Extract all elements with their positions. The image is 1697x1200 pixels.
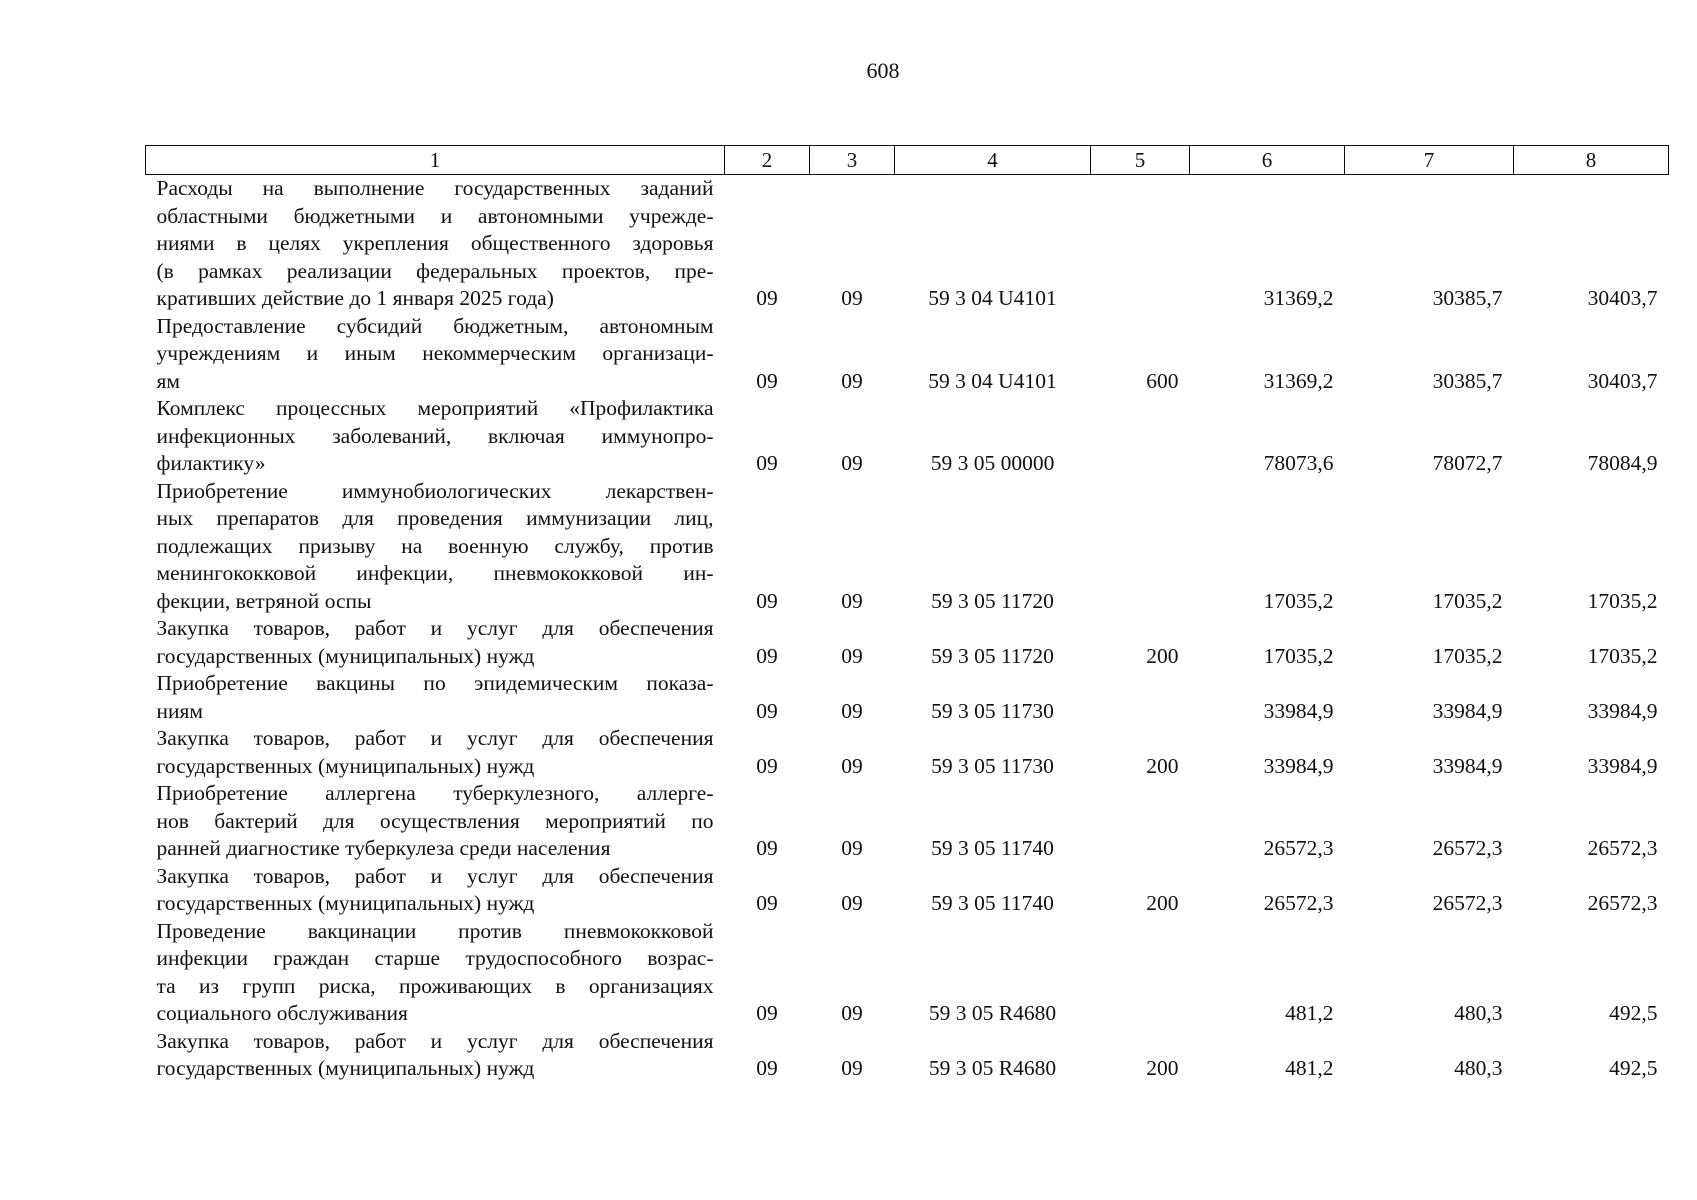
description-line: (в рамках реализации федеральных проектов, пре- xyxy=(156,258,714,283)
description-line: областными бюджетными и автономными учрежде- xyxy=(156,203,714,228)
amount-col-7: 17035,2 xyxy=(1432,588,1503,613)
description-line: учреждениям и иным некоммерческим организаци- xyxy=(156,341,714,365)
expense-type-code: 200 xyxy=(1146,753,1179,778)
subsection-code: 09 xyxy=(841,643,863,668)
target-article-code: 59 3 05 R4680 xyxy=(928,1056,1057,1080)
table-body xyxy=(146,175,1669,1083)
description-line: ранней диагностике туберкулеза среди населения xyxy=(156,836,611,860)
amount-col-6: 33984,9 xyxy=(1263,753,1334,778)
subsection-code: 09 xyxy=(841,891,863,915)
row-description xyxy=(146,175,725,313)
amount-col-8: 78084,9 xyxy=(1587,451,1658,475)
description-line: Приобретение иммунобиологических лекарствен- xyxy=(156,478,714,503)
table-row xyxy=(146,725,1669,780)
section-code: 09 xyxy=(756,451,778,475)
row-description xyxy=(146,1028,725,1083)
description-line: Закупка товаров, работ и услуг для обеспечения xyxy=(156,616,714,640)
amount-col-6: 26572,3 xyxy=(1263,836,1334,860)
subsection-code: 09 xyxy=(841,1056,863,1080)
description-line: Закупка товаров, работ и услуг для обеспечения xyxy=(156,863,714,888)
header-col-3: 3 xyxy=(810,146,895,175)
description-line: инфекции граждан старше трудоспособного возрас- xyxy=(156,946,714,970)
table-row xyxy=(146,615,1669,670)
budget-table xyxy=(145,145,1669,1083)
section-code: 09 xyxy=(756,643,778,668)
description-line: Приобретение аллергена туберкулезного, аллерге- xyxy=(156,781,714,805)
section-code: 09 xyxy=(756,368,778,393)
expense-type-code: 200 xyxy=(1146,891,1179,915)
description-line: государственных (муниципальных) нужд xyxy=(156,891,535,915)
subsection-code: 09 xyxy=(841,753,863,778)
header-col-4: 4 xyxy=(895,146,1091,175)
description-line: ниями в целях укрепления общественного здоровья xyxy=(156,231,714,255)
description-line: подлежащих призыву на военную службу, против xyxy=(156,533,714,558)
amount-col-7: 33984,9 xyxy=(1432,753,1503,778)
amount-col-8: 26572,3 xyxy=(1587,836,1658,860)
description-line: ям xyxy=(156,368,180,393)
amount-col-6: 31369,2 xyxy=(1263,368,1334,393)
description-line: государственных (муниципальных) нужд xyxy=(156,643,535,668)
expense-type-code: 200 xyxy=(1146,1056,1179,1080)
table-row xyxy=(146,395,1669,478)
subsection-code: 09 xyxy=(841,286,863,310)
table-row xyxy=(146,863,1669,918)
row-description xyxy=(146,615,725,670)
row-description xyxy=(146,313,725,396)
section-code: 09 xyxy=(756,753,778,778)
row-description xyxy=(146,725,725,780)
target-article-code: 59 3 05 11720 xyxy=(931,643,1054,668)
target-article-code: 59 3 05 11730 xyxy=(931,698,1054,723)
page-number: 608 xyxy=(866,58,900,83)
description-line: инфекционных заболеваний, включая иммунопро- xyxy=(156,423,714,448)
header-col-1: 1 xyxy=(146,146,725,175)
amount-col-7: 30385,7 xyxy=(1432,368,1503,393)
amount-col-8: 30403,7 xyxy=(1587,368,1658,393)
row-description xyxy=(146,780,725,863)
target-article-code: 59 3 05 R4680 xyxy=(928,1001,1057,1025)
description-line: ных препаратов для проведения иммунизации лиц, xyxy=(156,506,714,530)
amount-col-8: 26572,3 xyxy=(1587,891,1658,915)
table-row xyxy=(146,670,1669,725)
description-line: Приобретение вакцины по эпидемическим показа- xyxy=(156,671,714,695)
section-code: 09 xyxy=(756,286,778,310)
description-line: Предоставление субсидий бюджетным, автономным xyxy=(156,313,714,338)
target-article-code: 59 3 05 11720 xyxy=(931,588,1054,613)
row-description xyxy=(146,395,725,478)
description-line: Закупка товаров, работ и услуг для обеспечения xyxy=(156,1028,714,1053)
amount-col-6: 481,2 xyxy=(1285,1001,1334,1025)
amount-col-8: 492,5 xyxy=(1609,1056,1658,1080)
target-article-code: 59 3 04 U4101 xyxy=(928,368,1057,393)
description-line: филактику» xyxy=(156,451,266,475)
header-row xyxy=(146,146,1669,175)
amount-col-6: 33984,9 xyxy=(1263,698,1334,723)
section-code: 09 xyxy=(756,588,778,613)
section-code: 09 xyxy=(756,698,778,723)
row-description xyxy=(146,918,725,1028)
subsection-code: 09 xyxy=(841,588,863,613)
description-line: социального обслуживания xyxy=(156,1001,408,1025)
target-article-code: 59 3 05 11740 xyxy=(931,836,1054,860)
table-row xyxy=(146,780,1669,863)
table-row xyxy=(146,313,1669,396)
amount-col-7: 480,3 xyxy=(1454,1001,1503,1025)
amount-col-7: 17035,2 xyxy=(1432,643,1503,668)
description-line: Проведение вакцинации против пневмококковой xyxy=(156,918,714,943)
expense-type-code xyxy=(1091,780,1190,863)
expense-type-code xyxy=(1091,175,1190,313)
target-article-code: 59 3 04 U4101 xyxy=(928,286,1057,310)
description-line: фекции, ветряной оспы xyxy=(156,588,372,613)
description-line: та из групп риска, проживающих в организациях xyxy=(156,973,714,998)
target-article-code: 59 3 05 11740 xyxy=(931,891,1054,915)
subsection-code: 09 xyxy=(841,1001,863,1025)
description-line: государственных (муниципальных) нужд xyxy=(156,1056,535,1080)
subsection-code: 09 xyxy=(841,451,863,475)
amount-col-8: 492,5 xyxy=(1609,1001,1658,1025)
table-row xyxy=(146,1028,1669,1083)
amount-col-6: 17035,2 xyxy=(1263,588,1334,613)
row-description xyxy=(146,670,725,725)
amount-col-8: 33984,9 xyxy=(1587,753,1658,778)
description-line: Комплекс процессных мероприятий «Профилактика xyxy=(156,396,714,420)
amount-col-6: 31369,2 xyxy=(1263,286,1334,310)
header-col-5: 5 xyxy=(1091,146,1190,175)
header-col-8: 8 xyxy=(1514,146,1669,175)
amount-col-6: 78073,6 xyxy=(1263,451,1334,475)
expense-type-code: 200 xyxy=(1146,643,1179,668)
amount-col-8: 17035,2 xyxy=(1587,588,1658,613)
description-line: кративших действие до 1 января 2025 года) xyxy=(156,286,554,310)
section-code: 09 xyxy=(756,1056,778,1080)
amount-col-8: 33984,9 xyxy=(1587,698,1658,723)
subsection-code: 09 xyxy=(841,836,863,860)
amount-col-8: 30403,7 xyxy=(1587,286,1658,310)
amount-col-6: 17035,2 xyxy=(1263,643,1334,668)
description-line: Закупка товаров, работ и услуг для обеспечения xyxy=(156,726,714,750)
amount-col-7: 78072,7 xyxy=(1432,451,1503,475)
header-col-7: 7 xyxy=(1345,146,1514,175)
subsection-code: 09 xyxy=(841,368,863,393)
description-line: Расходы на выполнение государственных заданий xyxy=(156,176,714,200)
description-line: нов бактерий для осуществления мероприятий по xyxy=(156,808,714,833)
amount-col-7: 33984,9 xyxy=(1432,698,1503,723)
target-article-code: 59 3 05 00000 xyxy=(930,451,1055,475)
table-row xyxy=(146,918,1669,1028)
amount-col-7: 26572,3 xyxy=(1432,891,1503,915)
expense-type-code xyxy=(1091,478,1190,616)
row-description xyxy=(146,478,725,616)
expense-type-code xyxy=(1091,395,1190,478)
amount-col-7: 480,3 xyxy=(1454,1056,1503,1080)
table-row xyxy=(146,175,1669,313)
description-line: государственных (муниципальных) нужд xyxy=(156,753,535,778)
expense-type-code: 600 xyxy=(1146,368,1179,393)
table-header xyxy=(146,146,1669,175)
subsection-code: 09 xyxy=(841,698,863,723)
target-article-code: 59 3 05 11730 xyxy=(931,753,1054,778)
expense-type-code xyxy=(1091,670,1190,725)
row-description xyxy=(146,863,725,918)
description-line: ниям xyxy=(156,698,204,723)
amount-col-7: 26572,3 xyxy=(1432,836,1503,860)
amount-col-7: 30385,7 xyxy=(1432,286,1503,310)
section-code: 09 xyxy=(756,891,778,915)
amount-col-6: 26572,3 xyxy=(1263,891,1334,915)
description-line: менингококковой инфекции, пневмококковой ин- xyxy=(156,561,714,585)
header-col-6: 6 xyxy=(1190,146,1345,175)
amount-col-6: 481,2 xyxy=(1285,1056,1334,1080)
section-code: 09 xyxy=(756,836,778,860)
section-code: 09 xyxy=(756,1001,778,1025)
amount-col-8: 17035,2 xyxy=(1587,643,1658,668)
table-row xyxy=(146,478,1669,616)
header-col-2: 2 xyxy=(725,146,810,175)
expense-type-code xyxy=(1091,918,1190,1028)
